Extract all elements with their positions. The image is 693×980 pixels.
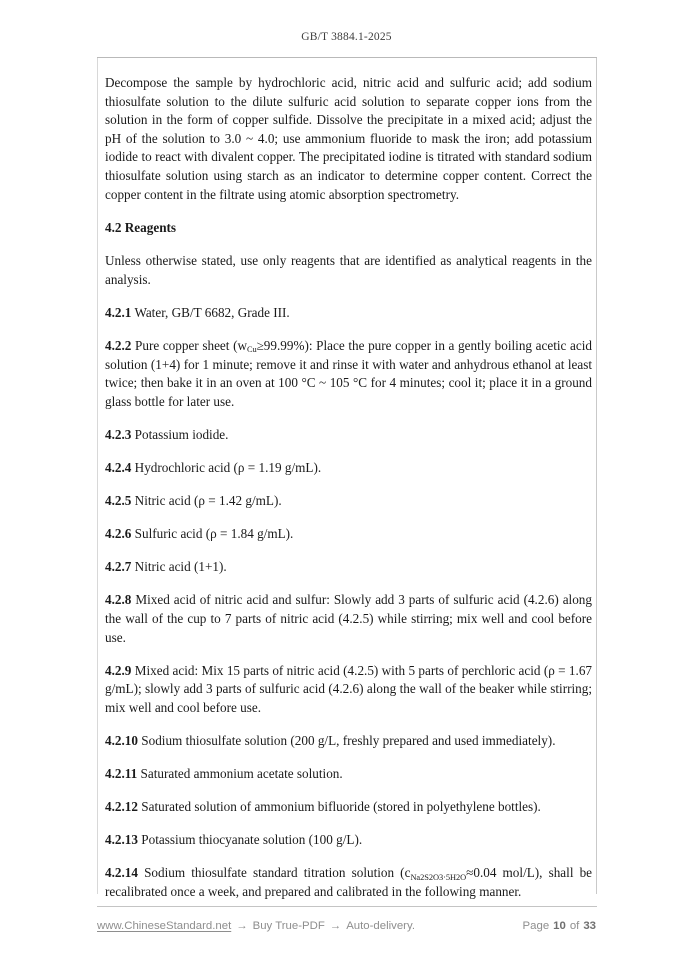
clause-number: 4.2.3 [105,426,132,442]
clause-number: 4.2.2 [105,338,132,354]
page-label: Page [522,920,550,932]
clause-text: Saturated ammonium acetate solution. [140,766,343,782]
document-body [105,74,592,902]
clause-text-before: Sodium thiosulfate standard titration solution (c [144,865,411,881]
footer-divider [97,906,597,907]
clause-text: Sulfuric acid (ρ = 1.84 g/mL). [134,526,294,542]
clause-number: 4.2.14 [105,865,138,881]
clause-4-2-1 [105,304,592,323]
clause-number: 4.2.6 [105,526,132,542]
clause-4-2-11 [105,765,592,784]
footer-promo [97,920,415,932]
clause-text-before: Pure copper sheet (w [135,338,247,354]
total-pages: 33 [583,920,596,932]
clause-text: Hydrochloric acid (ρ = 1.19 g/mL). [134,460,322,475]
subscript-cu: Cu [246,345,257,355]
page-number: 10 [553,920,566,932]
clause-4-2-5 [105,492,592,511]
clause-4-2-4 [105,459,592,478]
clause-4-2-10 [105,732,592,751]
arrow-right-icon: → [329,920,342,932]
standard-number: GB/T 3884.1-2025 [301,31,392,43]
clause-text: Mixed acid of nitric acid and sulfur: Slowly add 3 parts of sulfuric acid (4.2.6) along the wall of the cup to 7 parts of nitric acid (4.2.5) while stirring; mix well and cool before use. [105,592,592,645]
clause-number: 4.2.11 [105,766,138,782]
subscript-sodium-thiosulfate: Na2S2O3·5H2O [410,872,467,882]
method-paragraph: Decompose the sample by hydrochloric acid, nitric acid and sulfuric acid; add sodium thiosulfate solution to the dilute sulfuric acid solution to separate copper ions from the solution in the form of copper sulfide. Dissolve the precipitate in a mixed acid; adjust the pH of the solution to 3.0 ~ 4.0; use ammonium fluoride to mask the iron; add potassium iodide to react with divalent copper. The precipitated iodine is titrated with standard sodium thiosulfate solution using starch as an indicator to determine copper content. Correct the copper content in the filtrate using atomic absorption spectrometry. [105,75,592,202]
clause-text-after: ≈0.04 mol/L), shall be recalibrated once a week, and prepared and calibrated in the following manner. [105,865,593,899]
clause-text: Sodium thiosulfate solution (200 g/L, freshly prepared and used immediately). [141,732,556,748]
clause-4-2-13 [105,831,592,850]
clause-number: 4.2.9 [105,662,132,678]
clause-number: 4.2.7 [105,559,132,575]
clause-4-2-3 [105,426,592,445]
arrow-right-icon: → [236,920,248,932]
clause-number: 4.2.13 [105,832,138,848]
page-indicator [523,920,596,932]
clause-text-after: ≥99.99%): Place the pure copper in a gently boiling acetic acid solution (1+4) for 1 minute; remove it and rinse it with water and anhydrous ethanol at least twice; then bake it in an oven at 100 °C ~ 105 °C for 4 minutes; cool it; place it in a ground glass bottle for later use. [105,338,592,409]
clause-4-2-9 [105,662,592,718]
clause-number: 4.2.12 [105,799,138,815]
clause-4-2-8 [105,591,592,647]
website-link[interactable]: www.ChineseStandard.net [97,920,232,932]
clause-text: Mixed acid: Mix 15 parts of nitric acid (4.2.5) with 5 parts of perchloric acid (ρ = 1.67 g/mL); slowly add 3 parts of sulfuric acid (4.2.6) along the wall of the beaker while stirring; mix well and cool before use. [105,662,593,715]
clause-number: 4.2.5 [105,493,132,509]
page-footer [97,915,597,937]
clause-number: 4.2.1 [105,304,132,320]
section-heading-reagents: 4.2 Reagents [105,219,177,235]
clause-4-2-12 [105,798,592,817]
clause-4-2-6 [105,525,592,544]
footer-promo-delivery: Auto-delivery. [346,920,415,932]
running-header [0,31,693,43]
clause-text: Nitric acid (1+1). [134,559,227,575]
clause-4-2-14 [105,864,592,901]
footer-promo-buy: Buy True-PDF [252,920,325,932]
reagents-intro-paragraph: Unless otherwise stated, use only reagents that are identified as analytical reagents in the analysis. [105,253,592,287]
clause-text: Water, GB/T 6682, Grade III. [134,304,290,320]
clause-number: 4.2.4 [105,460,132,475]
clause-number: 4.2.8 [105,592,132,608]
clause-4-2-7 [105,558,592,577]
of-label: of [569,920,580,932]
clause-4-2-2 [105,337,592,411]
clause-text: Potassium thiocyanate solution (100 g/L). [141,832,363,848]
clause-text: Saturated solution of ammonium bifluoride (stored in polyethylene bottles). [141,799,541,815]
content-frame [97,58,597,899]
clause-number: 4.2.10 [105,732,138,748]
clause-text: Potassium iodide. [134,426,229,442]
clause-text: Nitric acid (ρ = 1.42 g/mL). [134,493,282,509]
